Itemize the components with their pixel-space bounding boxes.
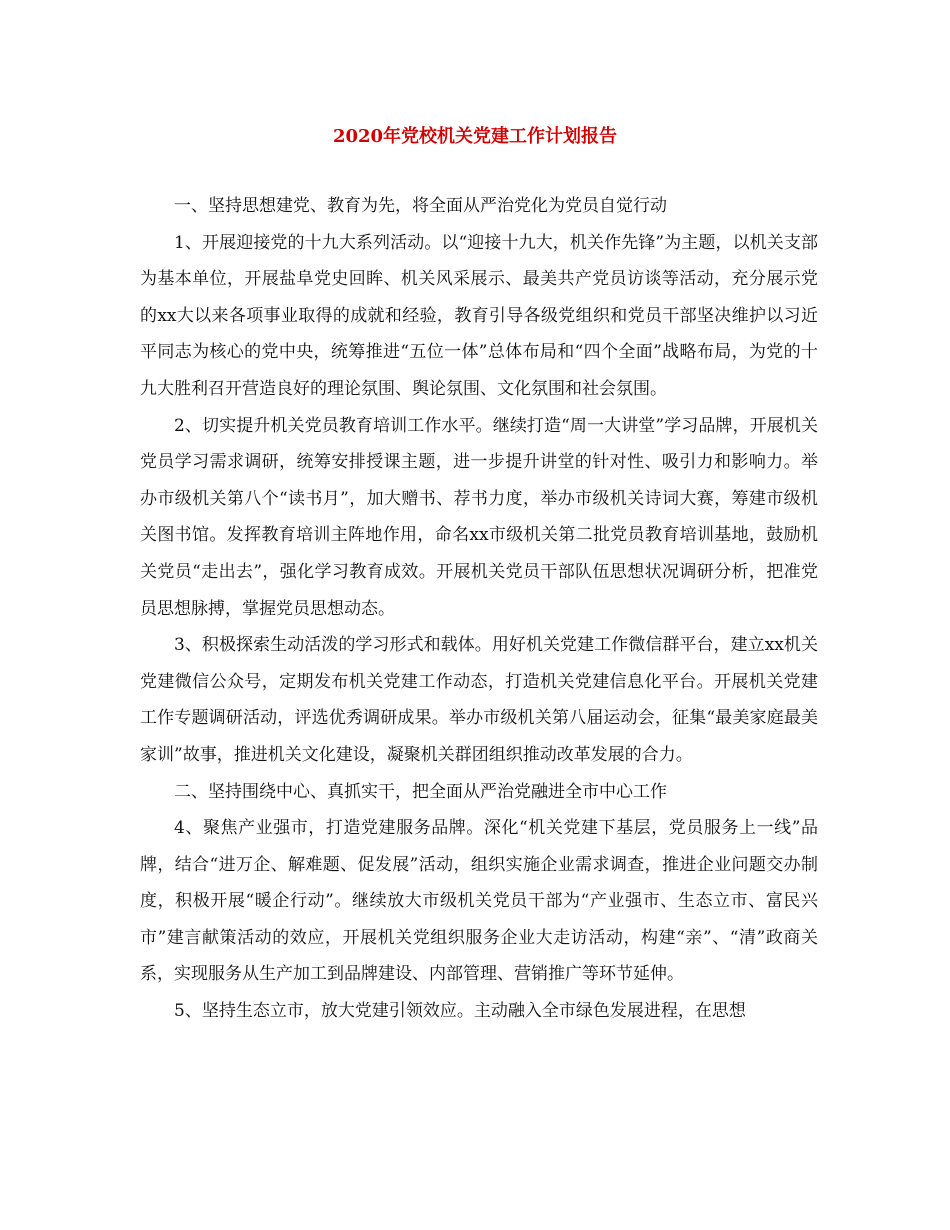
paragraph-item-4: 4、聚焦产业强市，打造党建服务品牌。深化“机关党建下基层，党员服务上一线”品牌，结合“进万企、解难题、促发展”活动，组织实施企业需求调查，推进企业问题交办制度，积极开展“暖企行动”。继续放大市级机关党员干部为“产业强市、生态立市、富民兴市”建言献策活动的效应，开展机关党组织服务企业大走访活动，构建“亲”、“清”政商关系，实现服务从生产加工到品牌建设、内部管理、营销推广等环节延伸。 [140, 818, 818, 985]
paragraph-item-5: 5、坚持生态立市，放大党建引领效应。主动融入全市绿色发展进程，在思想 [174, 1001, 746, 1022]
document-title: 2020年党校机关党建工作计划报告 [332, 126, 618, 147]
section-heading-1: 一、坚持思想建党、教育为先，将全面从严治党化为党员自觉行动 [174, 196, 667, 216]
document-body [140, 188, 818, 1030]
paragraph-item-1: 1、开展迎接党的十九大系列活动。以“迎接十九大，机关作先锋”为主题，以机关支部为基本单位，开展盐阜党史回眸、机关风采展示、最美共产党员访谈等活动，充分展示党的xx大以来各项事业取得的成就和经验，教育引导各级党组织和党员干部坚决维护以习近平同志为核心的党中央，统筹推进“五位一体”总体布局和“四个全面”战略布局，为党的十九大胜利召开营造良好的理论氛围、舆论氛围、文化氛围和社会氛围。 [140, 232, 818, 399]
paragraph-item-3: 3、积极探索生动活泼的学习形式和载体。用好机关党建工作微信群平台，建立xx机关党建微信公众号，定期发布机关党建工作动态，打造机关党建信息化平台。开展机关党建工作专题调研活动，评选优秀调研成果。举办市级机关第八届运动会，征集“最美家庭最美家训”故事，推进机关文化建设，凝聚机关群团组织推动改革发展的合力。 [140, 635, 818, 765]
paragraph-item-2: 2、切实提升机关党员教育培训工作水平。继续打造“周一大讲堂”学习品牌，开展机关党员学习需求调研，统筹安排授课主题，进一步提升讲堂的针对性、吸引力和影响力。举办市级机关第八个“读书月”，加大赠书、荐书力度，举办市级机关诗词大赛，筹建市级机关图书馆。发挥教育培训主阵地作用，命名xx市级机关第二批党员教育培训基地，鼓励机关党员“走出去”，强化学习教育成效。开展机关党员干部队伍思想状况调研分析，把准党员思想脉搏，掌握党员思想动态。 [140, 415, 818, 619]
section-heading-2: 二、坚持围绕中心、真抓实干，把全面从严治党融进全市中心工作 [174, 781, 667, 802]
